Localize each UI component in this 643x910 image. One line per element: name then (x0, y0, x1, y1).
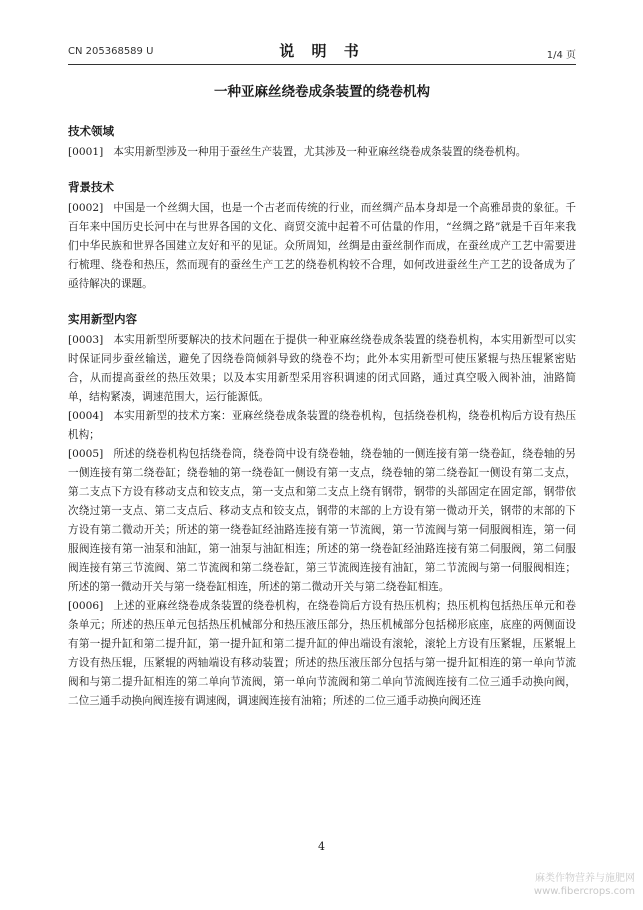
section-technical-field (68, 122, 576, 162)
watermark-line: 麻类作物营养与施肥网 (535, 873, 635, 884)
paragraph-number: [0004] (68, 410, 104, 422)
paragraph-number: [0002] (68, 202, 104, 214)
paragraph-text: 本实用新型涉及一种用于蚕丝生产装置，尤其涉及一种亚麻丝绕卷成条装置的绕卷机构。 (113, 146, 527, 158)
patent-number: CN 205368589 U (68, 46, 154, 57)
document-body (68, 122, 576, 727)
section-background (68, 178, 576, 294)
paragraph-text: 所述的绕卷机构包括绕卷筒，绕卷筒中设有绕卷轴，绕卷轴的一侧连接有第一绕卷缸，绕卷轴的另一侧连接有第二绕卷缸；绕卷轴的第一绕卷缸一侧设有第一支点，绕卷轴的第二绕卷缸一侧设有第二支点，第二支点下方设有移动支点和铰支点，第一支点和第二支点上绕有钢带，钢带的头部固定在固定部，钢带依次绕过第一支点、第二支点后、移动支点和铰支点，钢带的末部的上方设有第一微动开关，钢带的末部的下方设有第二微动开关；所述的第一绕卷缸经油路连接有第一节流阀，第一节流阀与第一伺服阀相连，第一伺服阀连接有第一油泵和油缸，第一油泵与油缸相连；所述的第一绕卷缸经油路连接有第二伺服阀，第二伺服阀连接有第三节流阀、第二节流阀和第二绕卷缸，第三节流阀连接有油缸，第二节流阀与第一伺服阀相连；所述的第一微动开关与第一绕卷缸相连，所述的第二微动开关与第二绕卷缸相连。 (68, 448, 576, 593)
paragraph-number: [0003] (68, 334, 104, 346)
paragraph (68, 199, 576, 294)
paragraph-number: [0005] (68, 448, 104, 460)
paragraph (68, 407, 576, 445)
watermark (534, 872, 635, 898)
header-divider (68, 64, 576, 65)
paragraph-text: 上述的亚麻丝绕卷成条装置的绕卷机构，在绕卷筒后方设有热压机构；热压机构包括热压单元和卷条单元；所述的热压单元包括热压机械部分和热压液压部分，热压机械部分包括梯形底座，底座的两侧面设有第一提升缸和第二提升缸，第一提升缸和第二提升缸的伸出端设有滚轮，滚轮上方设有压紧辊，压紧辊上方设有热压辊，压紧辊的两轴端设有移动装置；所述的热压液压部分包括与第一提升缸相连的第一单向节流阀和与第二提升缸相连的第二单向节流阀，第一单向节流阀和第二单向节流阀连接有二位三通手动换向阀，二位三通手动换向阀连接有调速阀，调速阀连接有油箱；所述的二位三通手动换向阀还连 (68, 600, 576, 707)
page-info: 1/4 页 (546, 50, 576, 61)
paragraph (68, 445, 576, 597)
section-heading: 实用新型内容 (68, 312, 137, 326)
watermark-line: www.fibercrops.com (533, 886, 635, 897)
page-header (68, 40, 576, 62)
doc-type-title: 说 明 书 (279, 42, 365, 60)
section-heading: 技术领域 (68, 124, 114, 138)
paragraph-text: 本实用新型的技术方案：亚麻丝绕卷成条装置的绕卷机构，包括绕卷机构，绕卷机构后方设有热压机构； (68, 410, 576, 441)
paragraph (68, 597, 576, 711)
paragraph (68, 331, 576, 407)
section-utility-content (68, 310, 576, 711)
page-number: 4 (318, 840, 325, 853)
paragraph (68, 143, 576, 162)
document-title: 一种亚麻丝绕卷成条装置的绕卷机构 (214, 84, 430, 100)
section-heading: 背景技术 (68, 180, 114, 194)
paragraph-text: 中国是一个丝绸大国，也是一个古老而传统的行业，而丝绸产品本身却是一个高雅昂贵的象征。千百年来中国历史长河中在与世界各国的文化、商贸交流中起着不可估量的作用，“丝绸之路”就是千百年来我们中华民族和世界各国建立友好和平的见证。众所周知，丝绸是由蚕丝制作而成，在蚕丝成产工艺中需要进行梳理、绕卷和热压，然而现有的蚕丝生产工艺的绕卷机构较不合理，如何改进蚕丝生产工艺的设备成为了亟待解决的课题。 (68, 202, 576, 290)
paragraph-number: [0006] (68, 600, 104, 612)
paragraph-number: [0001] (68, 146, 104, 158)
paragraph-text: 本实用新型所要解决的技术问题在于提供一种亚麻丝绕卷成条装置的绕卷机构，本实用新型可以实时保证同步蚕丝输送，避免了因绕卷筒倾斜导致的绕卷不均；此外本实用新型可使压紧辊与热压辊紧密贴合，从而提高蚕丝的热压效果；以及本实用新型采用容积调速的闭式回路，通过真空吸入阀补油，油路简单，结构紧凑，调速范围大，运行能源低。 (68, 334, 576, 403)
